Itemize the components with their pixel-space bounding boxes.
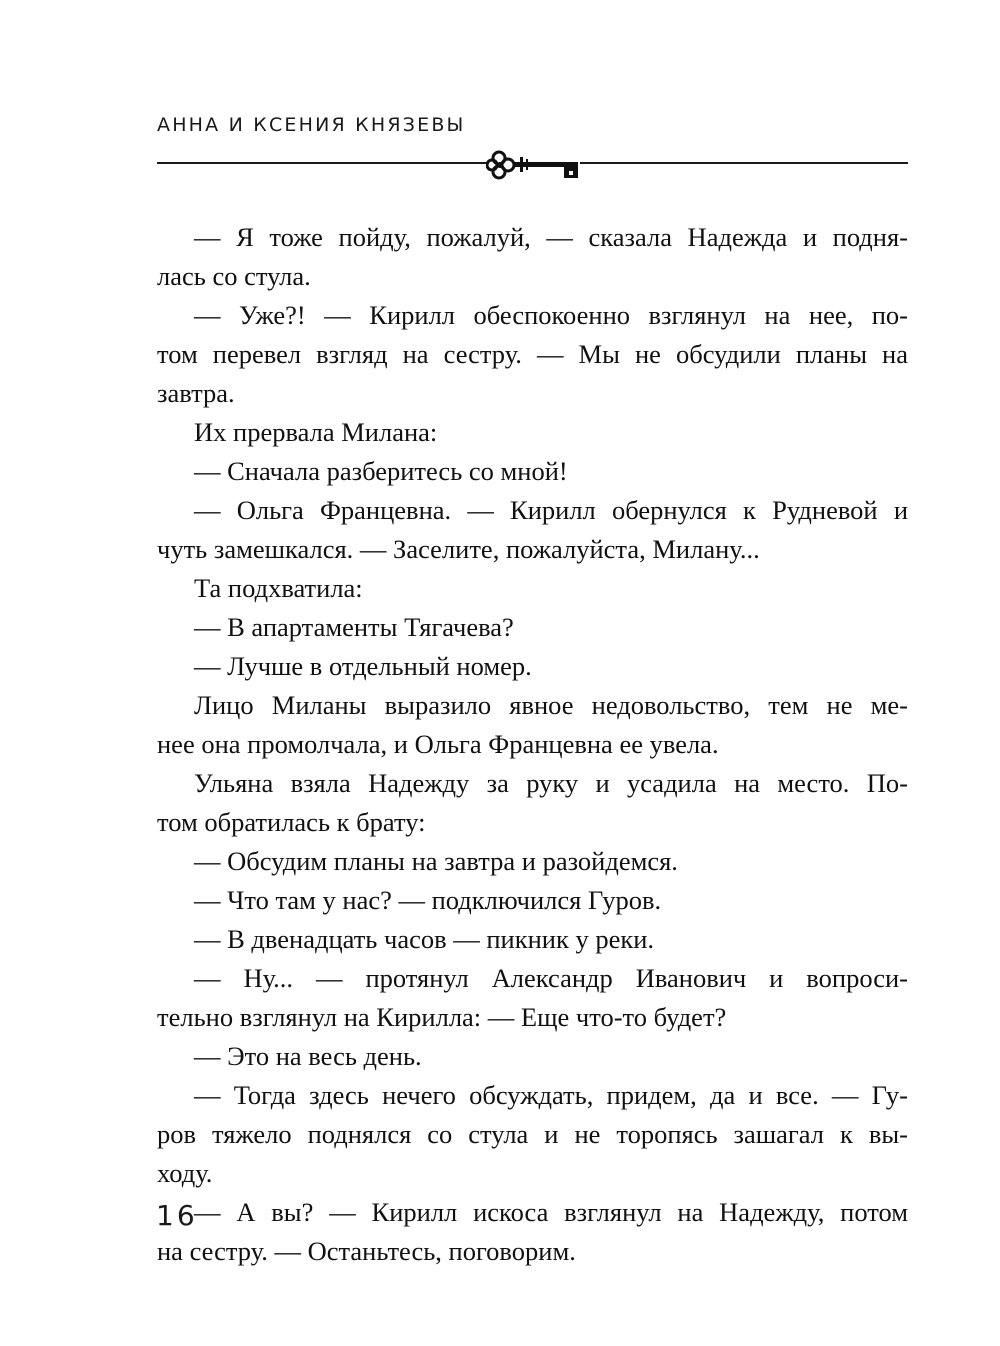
text-line: — В двенадцать часов — пикник у реки. [194,924,655,954]
body-text [157,218,908,1271]
text-line: Лицо Миланы выразило явное недовольство, тем не ме- [194,690,908,720]
text-line: нее она промолчала, и Ольга Францевна ее увела. [157,729,719,759]
page-number: 16 [156,1199,198,1232]
text-line: — Тогда здесь нечего обсуждать, придем, да и все. — Гу- [194,1080,908,1110]
text-line: — Лучше в отдельный номер. [194,651,532,681]
text-line: — Я тоже пойду, пожалуй, — сказала Надежда и подня- [194,222,908,252]
header-rule-right [580,162,908,164]
header-rule-left [157,162,489,164]
text-line: — Это на весь день. [194,1041,422,1071]
text-line: завтра. [157,378,235,408]
text-line: — Уже?! — Кирилл обеспокоенно взглянул на нее, по- [194,300,908,330]
text-line: том перевел взгляд на сестру. — Мы не обсудили планы на [157,339,908,369]
text-line: Их прервала Милана: [194,417,438,447]
text-line: — Обсудим планы на завтра и разойдемся. [194,846,678,876]
text-line: том обратилась к брату: [157,807,426,837]
text-line: Та подхватила: [194,573,363,603]
text-line: Ульяна взяла Надежду за руку и усадила на место. По- [194,768,908,798]
text-line: — А вы? — Кирилл искоса взглянул на Надежду, потом [194,1197,908,1227]
running-head: АННА И КСЕНИЯ КНЯЗЕВЫ [157,114,466,136]
text-line: — Ну... — протянул Александр Иванович и вопроси- [194,963,908,993]
text-line: — Ольга Францевна. — Кирилл обернулся к Рудневой и [194,495,908,525]
text-line: лась со стула. [157,261,311,291]
text-line: ходу. [157,1158,213,1188]
text-line: — Что там у нас? — подключился Гуров. [194,885,662,915]
text-line: тельно взглянул на Кирилла: — Еще что-то будет? [157,1002,727,1032]
key-icon [486,145,584,185]
text-line: чуть замешкался. — Заселите, пожалуйста, Милану... [157,534,760,564]
text-line: — В апартаменты Тягачева? [194,612,514,642]
text-line: на сестру. — Останьтесь, поговорим. [157,1236,576,1266]
text-line: ров тяжело поднялся со стула и не торопясь зашагал к вы- [157,1119,908,1149]
text-line: — Сначала разберитесь со мной! [194,456,568,486]
